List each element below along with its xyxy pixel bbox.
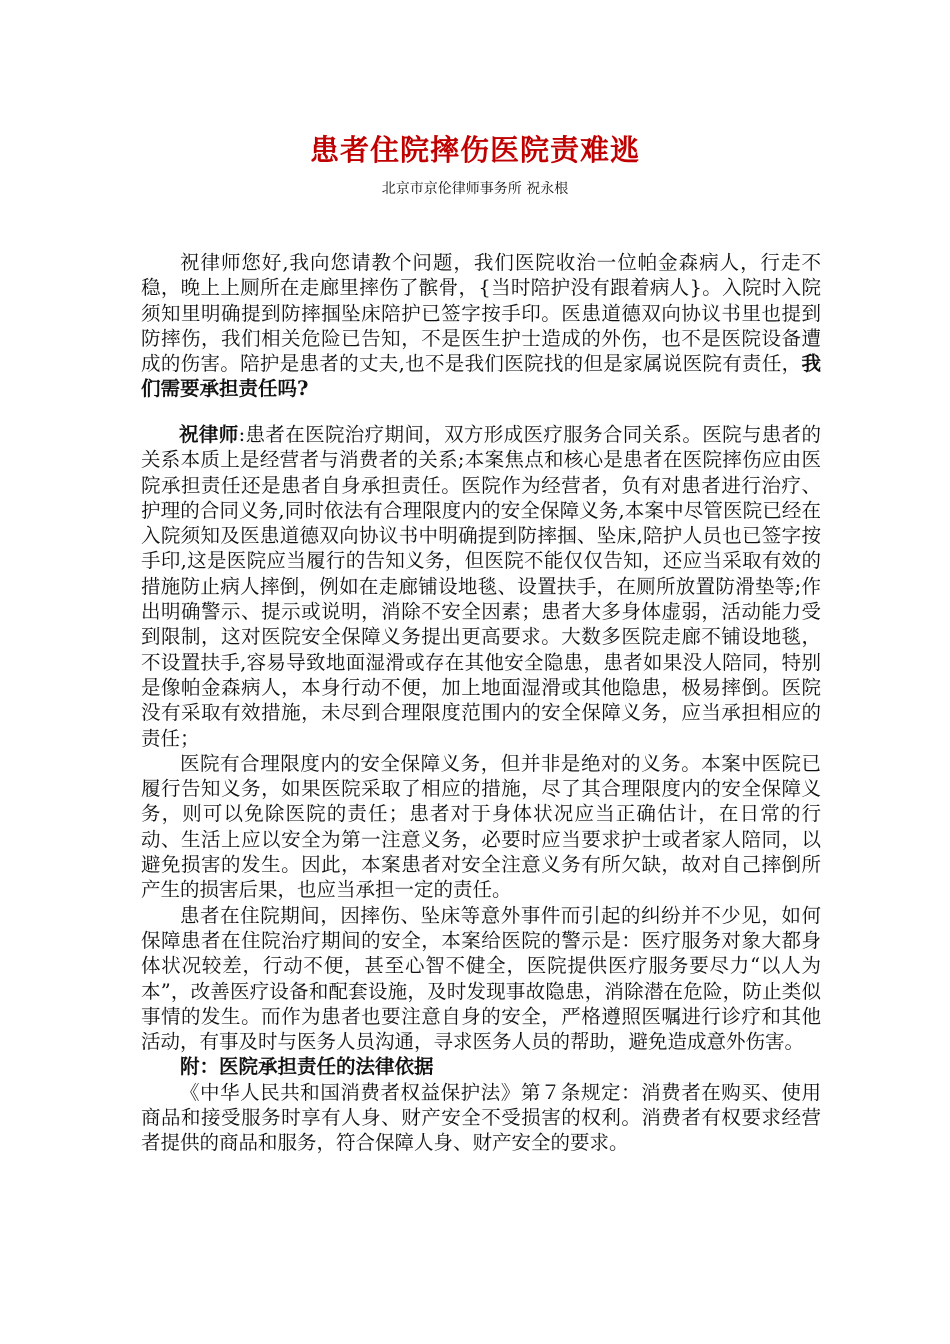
answer-paragraph-1	[141, 422, 821, 751]
appendix-heading: 附：医院承担责任的法律依据	[180, 1055, 434, 1079]
page-title: 患者住院摔伤医院责难逃	[309, 133, 640, 167]
appendix-paragraph: 《中华人民共和国消费者权益保护法》第７条规定：消费者在购买、使用商品和接受服务时享有人身、财产安全不受损害的权利。消费者有权要求经营者提供的商品和服务，符合保障人身、财产安全的要求。	[141, 1080, 821, 1155]
answer-text-1: :患者在医院治疗期间，双方形成医疗服务合同关系。医院与患者的关系本质上是经营者与消费者的关系;本案焦点和核心是患者在医院摔伤应由医院承担责任还是患者自身承担责任。医院作为经营者，负有对患者进行治疗、护理的合同义务,同时依法有合理限度内的安全保障义务,本案中尽管医院已经在入院须知及医患道德双向协议书中明确提到防摔掴、坠床,陪护人员也已签字按手印,这是医院应当履行的告知义务，但医院不能仅仅告知，还应当采取有效的措施防止病人摔倒，例如在走廊铺设地毯、设置扶手，在厕所放置防滑垫等;作出明确警示、提示或说明，消除不安全因素；患者大多身体虚弱，活动能力受到限制，这对医院安全保障义务提出更高要求。大数多医院走廊不铺设地毯，不设置扶手,容易导致地面湿滑或存在其他安全隐患，患者如果没人陪同，特别是像帕金森病人，本身行动不便，加上地面湿滑或其他隐患，极易摔倒。医院没有采取有效措施，未尽到合理限度范围内的安全保障义务，应当承担相应的责任；	[141, 423, 821, 750]
question-paragraph	[141, 250, 821, 402]
question-text: 祝律师您好,我向您请教个问题，我们医院收治一位帕金森病人，行走不稳，晚上上厕所在走廊里摔伤了髌骨，{当时陪护没有跟着病人}。入院时入院须知里明确提到防摔掴坠床陪护已签字按手印。医患道德双向协议书里也提到防摔伤，我们相关危险已告知，不是医生护士造成的外伤，也不是医院设备遭成的伤害。陪护是患者的丈夫,也不是我们医院找的但是家属说医院有责任，	[141, 251, 821, 376]
author-byline: 北京市京伦律师事务所 祝永根	[381, 181, 569, 197]
question-emphasis: 我们需要承担责任吗?	[141, 352, 821, 401]
answer-section	[141, 422, 821, 1156]
question-section	[141, 250, 821, 402]
answer-paragraph-2: 医院有合理限度内的安全保障义务，但并非是绝对的义务。本案中医院已履行告知义务，如果医院采取了相应的措施，尽了其合理限度内的安全保障义务，则可以免除医院的责任；患者对于身体状况应当正确估计，在日常的行动、生活上应以安全为第一注意义务，必要时应当要求护士或者家人陪同，以避免损害的发生。因此，本案患者对安全注意义务有所欠缺，故对自己摔倒所产生的损害后果，也应当承担一定的责任。	[141, 751, 821, 902]
answer-paragraph-3: 患者在住院期间，因摔伤、坠床等意外事件而引起的纠纷并不少见，如何保障患者在住院治疗期间的安全，本案给医院的警示是：医疗服务对象大都身体状况较差，行动不便，甚至心智不健全，医院提供医疗服务要尽力“以人为本”，改善医疗设备和配套设施，及时发现事故隐患，消除潜在危险，防止类似事情的发生。而作为患者也要注意自身的安全，严格遵照医嘱进行诊疗和其他活动，有事及时与医务人员沟通，寻求医务人员的帮助，避免造成意外伤害。	[141, 903, 821, 1054]
answer-lead: 祝律师	[179, 423, 239, 446]
